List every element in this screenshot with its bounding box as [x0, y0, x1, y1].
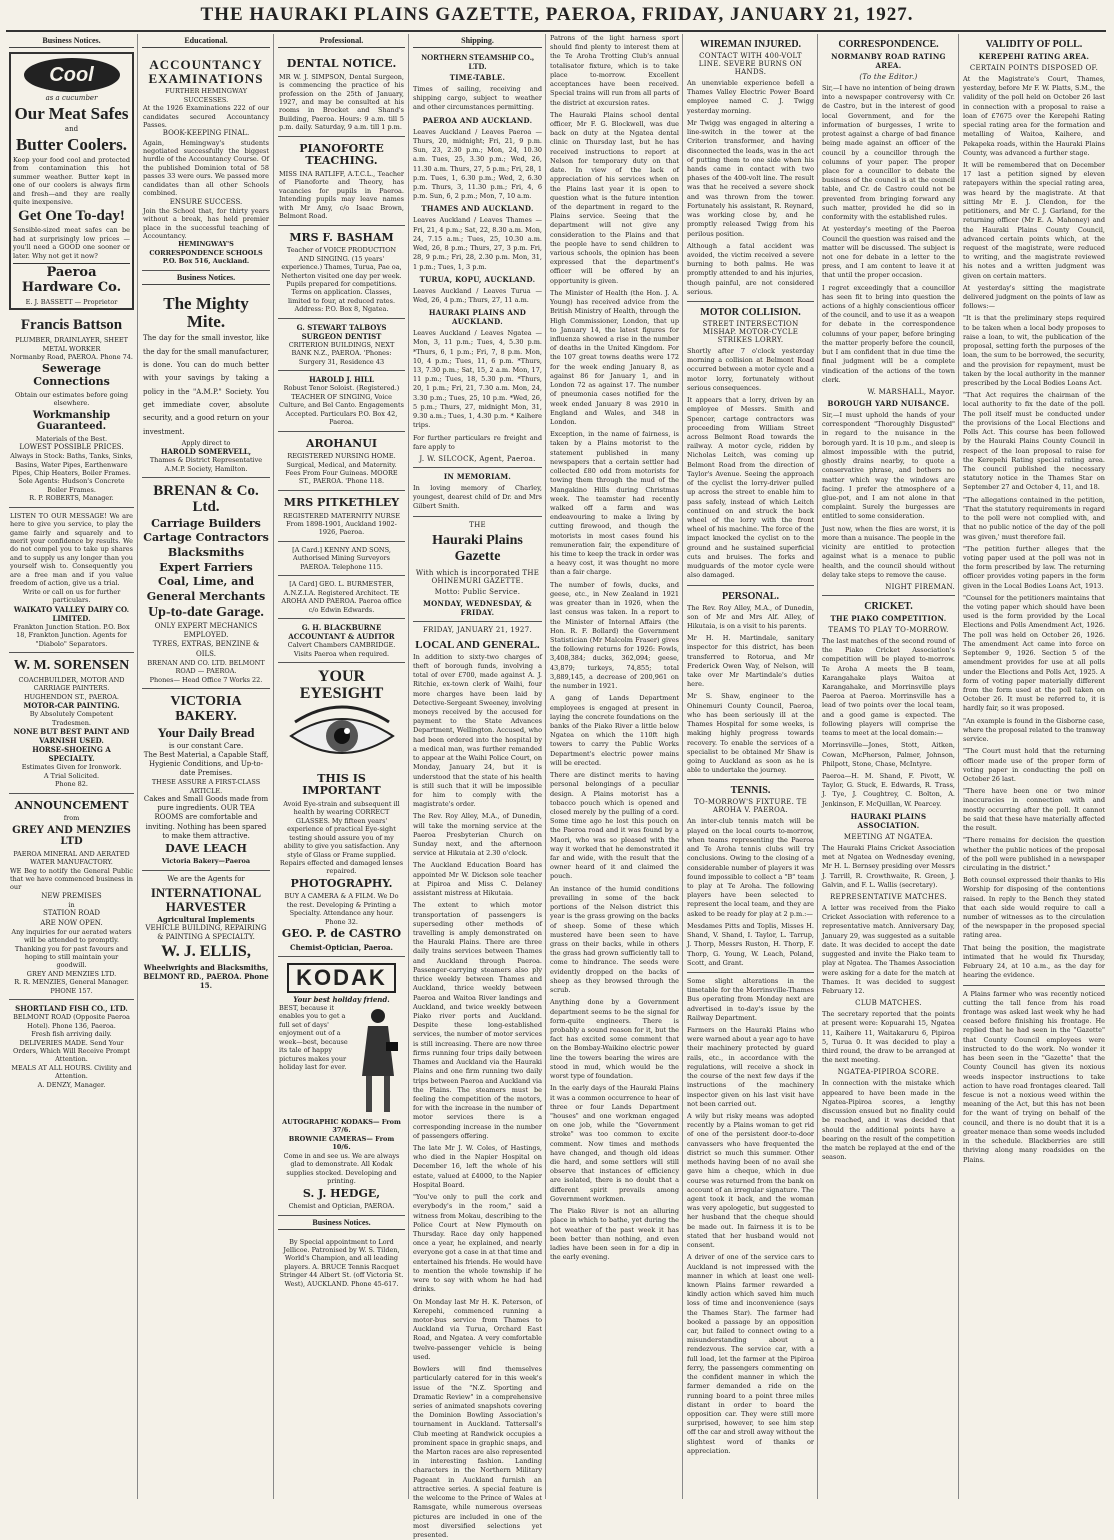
- lowest-prices: LOWEST POSSIBLE PRICES.: [19, 442, 124, 451]
- roberts-manager: R. P. ROBERTS, Manager.: [29, 494, 114, 503]
- local-para: "You've only to pull the cork and everybody's in the room," said a witness from Mokau, describing to the Police Court at New Plymouth on Thursday. Race day only happened once a year, he explained, and nearly everyone got a case in at that time and entertained his friends. He would have to mention the whole township if he were to say with whom he had had drinks.: [413, 1193, 542, 1294]
- photography-text: BUY A CAMERA & A FILM. We Do the rest. Developing & Printing a Specialty. Attendance any hour. Phone 32.: [284, 892, 399, 926]
- kodak-text: BEST, because it enables you to get a full set of days' enjoyment out of a week—best, because its tale of happy pictures makes your holiday last for ever.: [279, 1004, 348, 1072]
- holiday-friend: Your best holiday friend.: [293, 994, 390, 1004]
- and-text: and: [64, 124, 79, 133]
- hill-text: Robust Tenor Soloist. (Registered.) TEACHER OF SINGING, Voice Culture, and Bel Canto. Engagements Accepted. Particulars P.O. Box 42, Paeroa.: [279, 384, 404, 427]
- daily-bread: Your Daily Bread: [157, 725, 255, 741]
- cricket-para: Paeroa—H. M. Shand, F. Pivott, W. Taylor, G. Stuck, E. Edwards, R. Trass, J. Tye, J. Coughtrey, C. Bolton, A. Jenkinson, F. McQuillan, W. Pearcey.: [822, 772, 955, 808]
- club-matches: CLUB MATCHES.: [855, 999, 922, 1008]
- waikato-name: WAIKATO VALLEY DAIRY CO. LIMITED.: [13, 604, 130, 623]
- kerepehi-heading: KEREPEHI RATING AREA.: [978, 52, 1090, 61]
- sorensen-text: COACHBUILDER, MOTOR AND CARRIAGE PAINTERS. HUGHENDON ST., PAEROA.: [18, 675, 125, 701]
- motto: Motto: Public Service.: [434, 587, 521, 596]
- turua-kopu: TURUA, KOPU, AUCKLAND.: [419, 274, 536, 284]
- sewerage-heading: Sewerage Connections: [33, 362, 110, 389]
- pitkethley-ad: [278, 491, 405, 542]
- burmester-text: [A Card] GEO. L. BURMESTER, A.N.Z.I.A. Registered Architect. TE AROHA AND PAEROA. Paeroa office c/o Edwin Edwards.: [281, 580, 402, 614]
- local-para: On Monday last Mr H. K. Peterson, of Kerepehi, commenced running a motor-bus service from Thames to Auckland via Turua, Orchard East Road, and Ngatea. A very comfortable twelve-passenger vehicle is being used.: [413, 1297, 542, 1361]
- news-para: Patrons of the light harness sport should find plenty to interest them at the Te Aroha Trotting Club's annual totalisator fixture, which is to take place to-morrow. Excellent acceptances have been received. Special trains will run from all parts of the district at excursion rates.: [550, 34, 679, 107]
- battson-trades: PLUMBER, DRAINLAYER, SHEET METAL WORKER: [15, 336, 128, 353]
- blackburne-ad: [278, 619, 405, 663]
- fescue-para: A Plains farmer who was recently noticed cutting the tall fence from his road frontage was asked last week why he had ceased before finishing his frontage. He replied that he had seen in the "Gazette" that County Council employees were instructed to do the work. No wonder it has been seen in the "Gazette" that the County Council has given its noxious weeds inspector instructions to take action to have road frontages cleared. Tall fescue is not a noxious weed within the meaning of the Act, but this has not been for the want of trying on behalf of the council, and there is no doubt that it is a greater menace than some weeds included in the schedule. Blackberries are still thriving along many roadsides on the Plains.: [963, 989, 1105, 1164]
- international-harvester: INTERNATIONAL HARVESTER: [150, 884, 262, 914]
- grey-menzies-ltd: GREY AND MENZIES LTD.: [26, 969, 117, 978]
- bookkeeping-final: BOOK-KEEPING FINAL.: [162, 129, 250, 138]
- column-heading: Professional.: [278, 34, 405, 48]
- divider: [413, 621, 542, 622]
- column-heading: Shipping.: [413, 34, 542, 48]
- local-para: Bowlers will find themselves particularly catered for in this week's issue of the "N.Z. Sporting and Dramatic Review" in a comprehensive series of animated snapshots covering the Dominion Bowling Association's tournament in Auckland. Tattersall's Club meeting at Randwick occupies a prominent space in graphic snaps, and the Marton races are also represented in interesting fashion. Landing characters in the Northern Military Pageant in Auckland furnish an attractive series. A special feature is the welcome to the Prince of Wales at Ramsgate, while numerous overseas pictures are included in one of the most diversified selections yet presented.: [413, 1365, 542, 1539]
- blackburne-text: Calvert Chambers CAMBRIDGE. Visits Paeroa when required.: [287, 641, 396, 658]
- arohanui-text: REGISTERED NURSING HOME. Surgical, Medical, and Maternity. Fees From Four Guineas. MOORE ST., PAEROA. 'Phone 118.: [285, 452, 398, 486]
- get-one-heading: Get One To-day!: [18, 207, 125, 224]
- sole-agents: Sole Agents: Hudson's Concrete Boiler Frames.: [18, 477, 125, 494]
- burmester-card: [278, 576, 405, 619]
- piano-text: MISS INA RATLIFF, A.T.C.L., Teacher of Pianoforte and Theory, has vacancies for pupils in Paeroa. Intending pupils may leave names with Mr Amy, c/o Isaac Brown, Belmont Road.: [279, 169, 404, 221]
- tradesmen: By Absolutely Competent Tradesmen.: [29, 710, 114, 727]
- tennis-sub: TO-MORROW'S FIXTURE. TE AROHA V. PAEROA.: [693, 798, 808, 815]
- timetable-text: Times of sailing, receiving and shipping cargo, subject to weather and other circumstances permitting.: [413, 85, 542, 112]
- phone-82: Phone 82.: [55, 780, 88, 789]
- hemingway-body2: Again, Hemingway's students negotiated successfully the biggest hurdle of the Accountancy Course. Of the published Dominion total of 58 passes 33 were ours. We passed more candidates than all other Schools combined.: [143, 138, 269, 198]
- publication-days: MONDAY, WEDNESDAY, & FRIDAY.: [423, 598, 532, 617]
- bakery-ad: [142, 689, 270, 871]
- association-para: In connection with the mistake which appeared to have been made in the Ngatea-Pipiroa scores, a lengthy discussion ensued but no finality could be reached, and it was decided that should the additional points have a bearing on the result of the competition the match be replayed at the end of the season.: [822, 1079, 955, 1162]
- dental-ad: [278, 52, 405, 137]
- divider: [413, 516, 542, 517]
- validity-para: It will be remembered that on December 17 last a petition signed by eleven ratepayers within the special rating area, was heard by the magistrate. At that sitting Mr E. J. Clendon, for the petitioners, and Mr C. J. Garland, for the returning officer (Mr E. A. Mahoney) and the Hauraki Plains County Council, advanced certain points which, at the request of the magistrate, were reduced to writing, and the magistrate reviewed his notes and a written judgment was given on certain matters.: [963, 160, 1105, 280]
- apply-direct: Apply direct to: [181, 438, 231, 447]
- basham-text: Teacher of VOICE PRODUCTION AND SINGING. (15 years' experience.) Thames, Turua, Pae oa, Netherton visited one day per week. Pupils prepared for competitions. Terms on application. Classes, limited to four, at reduced rates. Address: P.O. Box 8, Ngatea.: [281, 246, 402, 314]
- eye-icon: [287, 708, 397, 764]
- news-para: A gang of Lands Department employees is engaged at present in laying the concrete foundations on the banks of the Piako River a little below Ngatea on which the 110ft high towers to carry the Public Works Department's electric power mains will be erected.: [550, 694, 679, 767]
- brenan-address: BRENAN AND CO. LTD. BELMONT ROAD — PAEROA.: [147, 658, 265, 676]
- safes-body: Sensible-sized meat safes can be had at surprisingly low prices —you'll need a GOOD one sooner or later. Why not get it now?: [13, 226, 130, 260]
- basham-ad: [278, 226, 405, 319]
- butter-coolers-heading: Butter Coolers.: [15, 135, 128, 155]
- estimates: Estimates Given for Ironwork.: [21, 763, 122, 772]
- kenny-card: [278, 542, 405, 576]
- wireman-para: An unenviable experience befell a Thames Valley Electric Power Board employee named C. J. Twigg yesterday morning.: [687, 79, 814, 115]
- farmers-para: Farmers on the Hauraki Plains who were warned about a year ago to have their machinery protected by guard rails, etc., in accordance with the regulations, will receive a shock in the course of the next few days if the instructions of the machinery inspector given on his last visit have not been carried out.: [687, 1026, 814, 1108]
- kodak-ad: [278, 957, 405, 1216]
- motor-car-painting: MOTOR-CAR PAINTING.: [23, 701, 120, 710]
- amp-representative: Thames & District Representative A.M.P. Society, Hamilton.: [149, 456, 263, 473]
- waikato-address: Frankton Junction Station. P.O. Box 18, Frankton Junction. Agents for "Diabolo" Separators.: [13, 622, 130, 648]
- motor-collision-sub: STREET INTERSECTION MISHAP. MOTOR-CYCLE STRIKES LORRY.: [702, 320, 799, 345]
- business-heading: Business Notices.: [278, 1216, 405, 1230]
- validity-para: "The Court must hold that the returning officer made use of the proper form of voting paper in conducting the poll on October 26 last.: [963, 747, 1105, 783]
- come-in: Come in and see us. We are always glad to demonstrate. All Kodak supplies stocked. Developing and printing.: [283, 1151, 400, 1186]
- autographic-kodaks: AUTOGRAPHIC KODAKS— From 37/6.: [282, 1118, 401, 1135]
- validity-para: "There have been one or two minor inaccuracies in connection with and mostly occurring after the poll. It cannot be said that these have materially affected the result.: [963, 787, 1105, 833]
- schedule-thames: Leaves Auckland / Leaves Thames — Fri, 21, 4 p.m.; Sat, 22, 8.30 a.m. Mon, 24, 7.15 a.m.; Tues, 25, 10.30 a.m. Wed, 26, 8 p.m.; Thurs, 27, 3 p.m. Fri, 28, 9 p.m.; Fri, 28, 2.30 p.m. Mon, 31, 1 p.m.; Tues, 1, 3 p.m.: [413, 216, 542, 271]
- piako-competition: THE PIAKO COMPETITION.: [830, 613, 947, 623]
- personal-heading: PERSONAL.: [722, 590, 779, 602]
- borough-yard-heading: BOROUGH YARD NUISANCE.: [827, 399, 950, 408]
- ellis-ad: [142, 871, 270, 995]
- paeroa-auckland: PAEROA AND AUCKLAND.: [422, 115, 533, 125]
- hedge-sub: Chemist and Optician, PAEROA.: [288, 1202, 395, 1211]
- wireman-sub: CONTACT WITH 400-VOLT LINE. SEVERE BURNS ON HANDS.: [698, 52, 803, 76]
- meeting-ngatea: MEETING AT NGATEA.: [843, 832, 934, 841]
- silcock-agent: J. W. SILCOCK, Agent, Paeroa.: [419, 455, 536, 463]
- horse-shoeing: HORSE-SHOEING A SPECIALTY.: [32, 745, 111, 764]
- photography: PHOTOGRAPHY.: [290, 876, 393, 890]
- brenan-phones: Phones— Head Office 7 Works 22.: [149, 675, 263, 684]
- vehicle-building: VEHICLE BUILDING, REPAIRING & PAINTING A SPECIALTY.: [145, 924, 267, 942]
- hemingway-body1: At the 1926 Examinations 222 of our candidates secured Accountancy Passes.: [143, 104, 269, 130]
- hill-name: HAROLD J. HILL: [309, 375, 374, 385]
- validity-para: Both counsel expressed their thanks to His Worship for disposing of the contentions raised. In reply to the Bench they stated that each side would require to call a number of witnesses as to the circulation of the newspaper in the proposed special rating area.: [963, 876, 1105, 940]
- amp-ad: [142, 289, 270, 478]
- wireman-heading: WIREMAN INJURED.: [699, 39, 802, 50]
- schedule-paeroa: Leaves Auckland / Leaves Paeroa — Thurs, 20, midnight; Fri, 21, 9 p.m. Sun, 23, 2.30 p.m.; Mon, 24, 10.30 a.m. Tues, 25, 3.30 p.m.; Wed, 26, 11.30 a.m. Thurs, 27, 5 p.m.; Fri, 28, 1 p.m. Tues, 1, 6.30 p.m.; Wed, 2, 6.30 p.m. Thurs, 3, 11.30 p.m.; Fri, 4, 6 p.m. Sun, 6, 2 p.m.; Mon, 7, 10 a.m.: [413, 127, 542, 201]
- tennis-para: An inter-club tennis match will be played on the local courts to-morrow, when teams representing the Paeroa and Te Aroha tennis clubs will try conclusions. Owing to the closing of a considerable number of players it was found impossible to collect a "B" team to play at Te Aroha. The following players have been selected to represent the local team, and they are asked to be ready for play at 2 p.m.:—: [687, 817, 814, 918]
- carriage-builders: Carriage Builders: [151, 516, 261, 530]
- brenan-ad: [142, 478, 270, 689]
- trial: A Trial Solicited.: [43, 771, 100, 780]
- association-para: The Hauraki Plains Cricket Association met at Ngatea on Wednesday evening, Mr H. L. Bernsey presiding over Messrs J. Tarrill, R. Crowthwaite, R. Green, J. Galvin, and F. L. Wallis (secretary).: [822, 843, 955, 889]
- cricket-para: Morrinsville—Jones, Stott, Aitken, Cowan, McPherson, Palmer, Johnson, Philpott, Stone, Chase, McIntyre.: [822, 741, 955, 768]
- dental-notice: DENTAL NOTICE.: [286, 57, 397, 70]
- castro-name: GEO. P. de CASTRO: [281, 927, 402, 941]
- further-successes: FURTHER HEMINGWAY SUCCESSES.: [164, 87, 248, 104]
- workmanship-heading: Workmanship Guaranteed.: [32, 409, 111, 433]
- news-para: The Hauraki Plains school dental officer, Mr F. G. Blockwell, was due back on duty at the Ngatea dental clinic on Thursday last, but he has received instructions to report at Nelson for temporary duty on that date. In view of the lack of appreciation of his services when on the Plains last year it is open to question what is the future intention of the department in regard to the Plains service. Seeing that the department will not give any consideration to the Plains and that the people have to send children to various schools, the opinion has been expressed that the department's officer will be offered by an opportunity is given.: [550, 110, 679, 285]
- garage-heading: Up-to-date Garage.: [148, 604, 264, 620]
- first-class: THESE ASSURE A FIRST-CLASS ARTICLE.: [151, 778, 261, 795]
- hemingway-body3: Join the School that, for thirty years without a break, has held premier place in the successful teaching of Accountancy.: [143, 206, 269, 241]
- divider: [822, 595, 955, 596]
- news-para: There are distinct merits to having personal belongings of a peculiar design. A Plains motorist has a tobacco pouch which is opened and closed merely by the pulling of a cord. Some time ago he lost this pouch on the Paeroa road and it was found by a Maori, who was so pleased with the way it worked that he demonstrated it far and wide, with the result that the owner heard of it and claimed the pouch.: [550, 771, 679, 881]
- rail-para: Some slight alterations in the timetable for the Morrinsville-Thames Bus operating from Monday next are advertised in to-day's issue by the Railway Department.: [687, 976, 814, 1022]
- battson-address: Normanby Road, PAEROA. Phone 74.: [10, 352, 133, 361]
- we-beg: WE Beg to notify the General Public that we have commenced business in our: [10, 866, 133, 892]
- validity-para: That being the position, the magistrate intimated that he would fix Thursday, February 24, at 10 a.m., as the day for hearing the evidence.: [963, 943, 1105, 980]
- tyres-extras: TYRES, EXTRAS, BENZINE & OILS.: [152, 640, 260, 658]
- divider: [687, 779, 814, 780]
- divider: [687, 301, 814, 302]
- arohanui-name: AROHANUI: [306, 436, 377, 450]
- in-text: in: [68, 901, 75, 910]
- certain-points: CERTAIN POINTS DISPOSED OF.: [969, 64, 1099, 72]
- letter-para: I regret exceedingly that a councillor has seen fit to bring into question the actions of a highly conscientious officer of the council, and to use it as a weapon for debate in the correspondence columns of your paper, before bringing the matter properly before the council, but I am confident that in due time the final judgment will be a complete vindication of the actions of the town clerk.: [822, 283, 955, 384]
- news-para: In the early days of the Hauraki Plains it was a common occurrence to hear of three or four Lands Department "houses" and one workman engaged on one job, while the "Government stroke" was too common to excite comment. Now times and methods have changed, and though old ideas die hard, and some settlers will still observe that instances of efficiency are isolated, there is no doubt that a different spirit prevails among Government workmen.: [550, 1084, 679, 1203]
- news-para: Exception, in the name of fairness, is taken by a Plains motorist to the statement published in many newspapers that a certain settler had collected £80 odd from motorists for towing them through the mud of the Mangakino Hills during Christmas week. The teamster had recently walked off a farm and was endeavouring to make a living by cutting firewood, and though the motorists in most cases found his remuneration fair, the expenditure of his time to keep the track in order was a heavy cost, it was thought no more than a fair charge.: [550, 430, 679, 577]
- hemingway-ad: [142, 52, 270, 271]
- local-para: In addition to sixty-two charges of theft of borough funds, involving a total of over £700, made against A. J. Ritchie, ex-town clerk of Waihi, four more charges have been laid by Detective-Sergeant Sweeney, involving moneys received by the accused for payment to the State Advances Department, Wellington. Accused, who had been ordered into the hospital by a medical man, was further remanded to appear at the Waihi Police Court, on Monday, January 24, but it is understood that the state of his health is still such that it will be impossible for him to comply with the magistrate's order.: [413, 652, 542, 809]
- woman-figure-icon: [354, 1006, 402, 1116]
- cakes-text: Cakes and Small Goods made from pure ingredients. OUR TEA ROOMS are comfortable and inviting. Nothing has been spared to make them attractive.: [143, 795, 269, 840]
- validity-para: "There remains for decision the question whether the public notices of the proposal of the poll were published in a newspaper circulating in the district.": [963, 836, 1105, 872]
- hardware-name: Paeroa Hardware Co.: [13, 263, 130, 296]
- mineral-water: PAEROA MINERAL AND AERATED WATER MANUFACTORY.: [13, 849, 130, 867]
- news-para: The Minister of Health (the Hon. J. A. Young) has received advice from the British Ministry of Health, through the High Commissioner, London, that up to January 14, the latest figures for influenza showed a rise in the number of deaths in the United Kingdom. For the 107 great towns deaths were 172 for the week ending January 8, as against 86 for January 1, and in London 72 as against 17. The number of pneumonia cases notified for the week ended January 8 was 2910 in England and Wales, and 348 in London.: [550, 288, 679, 426]
- grey-menzies-ad: [9, 794, 134, 1000]
- coal-lime: Coal, Lime, and: [157, 575, 255, 589]
- fish-address: BELMONT ROAD (Opposite Paeroa Hotel). Phone 136, Paeroa.: [13, 1013, 130, 1030]
- meat-safes-heading: Our Meat Safes: [14, 104, 129, 124]
- sewerage-text: Obtain our estimates before going elsewhere.: [14, 390, 129, 408]
- column-correspondence: [819, 34, 959, 1499]
- news-para: The Piako River is not an alluring place in which to bathe, yet during the hot weather of the past week it has been better than nothing, and even ladies have been seen in for a dip in the early evening.: [550, 1207, 679, 1262]
- local-para: The Rev. Roy Alley, M.A., of Dunedin, will take the morning service at the Paeroa Presbyterian Church on Sunday next, and the afternoon service at Hikutaia at 2.30 o'clock.: [413, 812, 542, 858]
- validity-para: At yesterday's sitting the magistrate delivered judgment on the points of law as follows:—: [963, 283, 1105, 311]
- bruce-text: By Special appointment to Lord Jellicoe. Patronised by W. S. Tilden, World's Champion, and all leading players. A. BRUCE Tennis Racquet Stringer 44 Albert St. (off Victoria St. West), AUCKLAND. Phone 45-617.: [279, 1237, 404, 1288]
- leach-sub: Victoria Bakery—Paeroa: [161, 857, 251, 866]
- agricultural-implements: Agricultural Implements: [157, 915, 255, 925]
- night-fireman-signature: NIGHT FIREMAN.: [885, 582, 955, 591]
- local-para: The Auckland Education Board has appointed Mr W. Dickson sole teacher at Pipiroa and Miss C. Delaney assistant mistress at Hikutaia.: [413, 861, 542, 898]
- battson-ad: [9, 312, 134, 507]
- blacksmiths: Blacksmiths: [167, 546, 245, 560]
- column-educational: [139, 34, 274, 1499]
- hauraki-auckland: HAURAKI PLAINS AND AUCKLAND.: [428, 308, 527, 327]
- agents-for: We are the Agents for: [167, 874, 245, 883]
- validity-para: At the Magistrate's Court, Thames, yesterday, before Mr F. W. Platts, S.M., the validity of the poll held on October 26 last in connection with a proposal to raise a loan of £7675 over the Kerepehi Rating special rating area for the formation and metalling of Waitoa, Kaihere, and Pekapeka roads, within the Hauraki Plains County, was advanced a further stage.: [963, 75, 1105, 157]
- arohanui-ad: [278, 432, 405, 491]
- memoriam-text: In loving memory of Charley, youngest, dearest child of Dr. and Mrs Gilbert Smith.: [413, 484, 542, 511]
- stock-list: Always in Stock: Baths, Tanks, Sinks, Basins, Water Pipes, Earthenware Pipes, Chip Heaters, Boiler Frames.: [10, 452, 133, 477]
- dave-leach: DAVE LEACH: [165, 841, 247, 855]
- ellis-name: W. J. ELLIS,: [161, 943, 251, 961]
- validity-para: "An example is found in the Gisborne case, where the proposal related to the tramway service.: [963, 716, 1105, 744]
- personal-para: Mr H. H. Martindale, sanitary inspector for this district, has been transferred to Rotorua, and Mr Frederick Owen Way, of Nelson, will take over Mr Martindale's duties here.: [687, 634, 814, 689]
- column-news-2: [684, 34, 818, 1499]
- ngatea-pipiroa: NGATEA-PIPIROA SCORE.: [837, 1068, 940, 1077]
- the-label: THE: [469, 520, 486, 529]
- coolers-body: Keep your food cool and protected from contamination this hot summer weather. Butter kept in one of our coolers is always firm and fresh—and they are really quite inexpensive.: [13, 155, 130, 207]
- talboys-ad: [278, 319, 405, 372]
- waikato-ad: [9, 508, 134, 653]
- validity-para: "That Act requires the chairman of the local authority to fix the date of the poll. The poll itself must be conducted under the provisions of the Local Elections and Polls Act. This course has been followed by the Hauraki Plains County Council in respect of the loan proposal to raise for the Kerepehi Rating special rating area. The council published the necessary statutory notice in the Thames Star on September 27 and October 4, 11, and 18.: [963, 391, 1105, 492]
- column-local-news: [547, 34, 683, 1499]
- bruce-ad: [278, 1234, 405, 1293]
- wireman-para: Mr Twigg was engaged in altering a line-switch in the tower at the Criterion transformer, and having disconnected the leads, was in the act of putting them to one side when his hands came in contact with two phases of the 400-volt line. The result was that he received a severe shock and was thrown from the tower. Fortunately his assistant, R. Reynard, was working close by, and he promptly released Twigg from his perilous position.: [687, 118, 814, 238]
- hauraki-association: HAURAKI PLAINS ASSOCIATION.: [850, 811, 927, 830]
- cricket-para: The last matches of the second round of the Piako Cricket Association's competition will be played to-morrow. Te Aroha A meets the B team, Karangahake plays Waitoa at Karangahake, and Morrinsville plays Paeroa at Paeroa. Morrinsville has a lead of two points over the local team, and a good game is expected. The following players will comprise the teams to meet at the local domain:—: [822, 636, 955, 738]
- meals: MEALS AT ALL HOURS. Civility and Attention.: [11, 1063, 132, 1081]
- further-particulars: For further particulars re freight and fare apply to: [413, 433, 542, 451]
- grey-menzies-name: GREY AND MENZIES LTD: [12, 824, 131, 848]
- column-professional: [275, 34, 409, 1499]
- local-para: The late Mr J. W. Coles, of Hastings, who died in the Napier Hospital on December 16, left the whole of his estate, valued at £4000, to the Napier Hospital Board.: [413, 1144, 542, 1189]
- personal-para: The Rev. Roy Alley, M.A., of Dunedin, son of Mr and Mrs Alf. Alley, of Hikutaia, is on a visit to his parents.: [687, 603, 814, 630]
- denzy-manager: A. DENZY, Manager.: [37, 1080, 106, 1089]
- news-para: An instance of the humid conditions prevailing in some of the back portions of the Nelson district this year is the grass growing on the backs of sheep. Some of these which mustered have been seen to have grass on their backs, while in others the grass had grown sufficiently tall to come to hindrance. The seeds were evidently dropped on the backs of sheep as they browsed through the scrub.: [550, 884, 679, 995]
- ellis-address: BELMONT RD., PAEROA. Phone 15.: [143, 972, 269, 991]
- talboys-text: CRITERION BUILDINGS, NEXT BANK N.Z., PAEROA. 'Phones: Surgery 31, Residence 43: [288, 340, 395, 366]
- gazette-nameplate: Hauraki Plains Gazette: [432, 532, 523, 564]
- masthead-rule: [6, 30, 1106, 32]
- thanking: Thanking you for past favours and hoping to still maintain your goodwill.: [14, 944, 129, 970]
- now-open: ARE NOW OPEN.: [40, 918, 103, 927]
- motor-para: Shortly after 7 o'clock yesterday morning a collision at Belmont Road occurred between a motor cycle and a motor lorry, fortunately without serious consequences.: [687, 347, 814, 392]
- this-is-important: THIS IS IMPORTANT: [302, 771, 381, 798]
- column-validity: [960, 34, 1108, 1499]
- proprietor: E. J. BASSETT — Proprietor: [25, 297, 118, 306]
- dental-text: MR W. J. SIMPSON, Dental Surgeon, is commencing the practice of his profession on the 25th of January, 1927, and may be consulted at his rooms in Brocket and Shand's Building, Paeroa. Hours: 9 a.m. till 5 p.m. daily. Saturday, 9 a.m. till 1 p.m.: [279, 72, 404, 132]
- validity-para: "The allegations contained in the petition, 'That the statutory requirements in regard to the poll were not complied with, and that no public notice of the day of the poll was given,' must therefore fail.: [963, 495, 1105, 541]
- write-text: Write or call on us for further particulars.: [22, 587, 121, 605]
- ensure-success: ENSURE SUCCESS.: [169, 197, 243, 206]
- kenny-text: [A Card.] KENNY AND SONS, Authorised Mining Surveyors PAEROA. Telephone 115.: [292, 545, 391, 571]
- validity-para: "Counsel for the petitioners maintains that the voting paper which should have been used is the form provided by the Local Elections and Polls Amendment Act, 1926. The poll was held on October 26, 1926. The amendment Act came into force on September 9, 1926. Section 5 of the amendment provides for use at all polls under the Elections and Polls Act, 1925. A form of voting paper materially different from the form used at the poll taken on October 26. It must be referred to, it is hardly fair, so it was proposed.: [963, 593, 1105, 713]
- pitkethley-name: MRS PITKETHLEY: [283, 495, 400, 509]
- menzies-manager: R. R. MENZIES, General Manager.: [14, 978, 129, 987]
- column-heading: Business Notices.: [9, 34, 134, 48]
- mighty-mite: The Mighty Mite.: [163, 293, 249, 331]
- divider: [687, 585, 814, 586]
- cool-logo: Cool: [24, 58, 120, 92]
- piano-ad: [278, 137, 405, 226]
- column-heading: Educational.: [142, 34, 270, 48]
- blackburne-name: G. H. BLACKBURNE ACCOUNTANT & AUDITOR: [288, 622, 395, 642]
- marshall-signature: W. MARSHALL, Mayor.: [867, 388, 955, 396]
- hill-ad: [278, 371, 405, 431]
- tennis-heading: TENNIS.: [730, 785, 771, 797]
- masthead: THE HAURAKI PLAINS GAZETTE, PAEROA, FRIDAY, JANUARY 21, 1927.: [200, 4, 914, 25]
- validity-heading: VALIDITY OF POLL.: [985, 39, 1083, 50]
- cool-tagline: as a cucumber: [45, 94, 98, 102]
- hemingway-schools: HEMINGWAY'S CORRESPONDENCE SCHOOLS P.O. Box 516, Auckland.: [149, 240, 263, 266]
- brownie-cameras: BROWNIE CAMERAS— From 10/6.: [288, 1134, 395, 1152]
- best-material: The Best Material, a Capable Staff, Hygienic Conditions, and Up-to-date Premises.: [143, 751, 269, 778]
- pitkethley-text: REGISTERED MATERNITY NURSE From 1898-1901, Auckland 1902-1926, Paeroa.: [282, 511, 401, 537]
- motor-para: It appears that a lorry, driven by an employee of Messrs. Smith and Spencer, cartage contractors was proceeding from William Street across Belmont Road towards the railway. A motor cycle, ridden by Nicholas Leitch, was coming up Belmont Road from the direction of Taylor's Avenue. Seeing the approach of the cyclist the lorry-driver pulled up across the street to enable him to pass safely, instead of which Leitch continued on and struck the back wheel of the lorry with the front wheel of his machine. The force of the impact knocked the cyclist on to the ground and he sustained superficial cuts and bruises. The forks and mudguards of the motor cycle were also damaged.: [687, 396, 814, 580]
- fresh-fish: Fresh fish arriving daily. DELIVERIES MADE. Send Your Orders, Which Will Receive Prompt Attention.: [13, 1030, 130, 1064]
- mite-body: The day for the small investor, like the day for the small manufacturer, is done. You can do much better with your savings by taking a policy in the "A.M.P." Society. You get immediate cover, absolute security, and a good return on your investment.: [143, 334, 269, 436]
- hedge-name: S. J. HEDGE,: [302, 1186, 381, 1200]
- business-heading: Business Notices.: [142, 271, 270, 285]
- pianoforte-teaching: PIANOFORTE TEACHING.: [299, 141, 384, 168]
- battson-name: Francis Battson: [20, 317, 123, 334]
- news-para: Anything done by a Government department seems to be the signal for form-quite engineers. There is probably a sound reason for it, but the fact has excited some comment that on the Bombay-Waikino electric power line the towers bearing the wires are stood in mud, which would be the worst type of foundation.: [550, 998, 679, 1081]
- letter-para: At yesterday's meeting of the Paeroa Council the question was raised and the matter will be discussed. The subject is not one for debate in a letter to the press, and I am content to leave it at that until the proper occasion.: [822, 225, 955, 280]
- column-shipping: [410, 34, 546, 1539]
- divider: [963, 985, 1105, 986]
- talboys-name: G. STEWART TALBOYS SURGEON DENTIST: [296, 322, 387, 341]
- phone-157: PHONE 157.: [50, 986, 93, 995]
- issue-date: FRIDAY, JANUARY 21, 1927.: [423, 625, 532, 634]
- association-para: A letter was received from the Piako Cricket Association with reference to a representative match. Anniversary Day, January 29, was suggested as a suitable date. It was decided to accept the date suggested and invite the Piako team to play at Ngatea. The Thames Association were asking for a date for the match at Thames. It was decided to suggest February 12.: [822, 903, 955, 995]
- schedule-hauraki: Leaves Auckland / Leaves Ngatea — Mon, 3, 11 p.m.; Tues, 4, 5.30 p.m. *Thurs, 6, 1 p.m.; Fri, 7, 8 p.m. Mon, 10, 4 p.m.; Tues, 11, 6 p.m. *Thurs, 13, 7.30 p.m.; Sat, 15, 2 a.m. Mon, 17, 11 p.m.; Tues, 18, 5.30 p.m. *Thurs, 20, 1 p.m.; Fri, 21, 7.30 a.m. Mon, 24, 3.30 p.m.; Tues, 25, 10 p.m. *Wed, 26, 5 p.m.; Thurs, 27, midnight Mon, 31, 9.30 a.m.; Tues, 1, 4.30 p.m. * Kaihere trips.: [413, 329, 542, 430]
- schedule-turua: Leaves Auckland / Leaves Turua — Wed, 26, 4 p.m.; Thurs, 27, 11 a.m.: [413, 286, 542, 304]
- sorensen-ad: [9, 653, 134, 794]
- kodak-logo: KODAK: [287, 963, 396, 993]
- brenan-name: BRENAN & Co. Ltd.: [153, 483, 259, 515]
- representative-matches: REPRESENTATIVE MATCHES.: [829, 892, 948, 901]
- thames-auckland: THAMES AND AUCKLAND.: [421, 204, 534, 214]
- incorporated: With which is incorporated THE OHINEMURI GAZETTE.: [415, 568, 540, 585]
- teams-tomorrow: TEAMS TO PLAY TO-MORROW.: [828, 625, 949, 634]
- expert-farriers: Expert Farriers: [159, 560, 253, 574]
- in-memoriam: IN MEMORIAM.: [443, 472, 512, 481]
- farmers-para: A driver of one of the service cars to Auckland is not impressed with the manner in which at least one well-known Plains farmer rewarded a kindly action which saved him much loss of time and inconvenience (says the Thames Star). The farmer had booked a passage by an opposition car, but failed to connect owing to a misunderstanding about a rendezvous. The service car, with a full load, let the farmer at the Pipiroa ferry, the passengers commenting on the confident manner in which the farmer demanded a ride on the running board to a point three miles distant in order to board the opposition car. They were still more surprised, however, to see him step off the car and stroll away without the slightest word of thanks or appreciation.: [687, 1253, 814, 1455]
- steamship-company: NORTHERN STEAMSHIP CO., LTD.: [421, 53, 534, 71]
- local-para: The extent to which motor transportation of passengers is superseding other methods of travelling is amply demonstrated on the Hauraki Plains. There are three daily trains services between Thames and Auckland through Paeroa. Passenger-carrying steamers also ply thrice weekly between Thames and Auckland, thrice weekly between Paeroa and Waitoa River landings and Auckland, and twice weekly between Piako river ports and Auckland. Despite these long-established services, the number of motor services is still increasing. There are now three firms running four trips daily between Thames and Auckland via the Hauraki Plains and one firm running two daily trips between Paeroa and Auckland via the Plains. The steamers must be feeling the competition of the motors, for with the increase in the number of motor services there is a corresponding increase in the number of passengers offering.: [413, 901, 542, 1140]
- motor-collision-heading: MOTOR COLLISION.: [700, 307, 801, 319]
- fish-name: SHORTLAND FISH CO., LTD.: [15, 1004, 128, 1014]
- eyesight-ad: [278, 663, 405, 957]
- new-premises: NEW PREMISES: [41, 891, 102, 900]
- divider: [413, 467, 542, 468]
- divider: [687, 972, 814, 973]
- somervell-name: HAROLD SOMERVELL,: [160, 447, 252, 457]
- tennis-para: Mesdames Pitts and Toplis, Misses H. Shand, V. Shand, I. Taylor, L. Tarrup, J. Thorp, Messrs Ruston, H. Thorp, F. Thorp, G. Young, W. Leach, Poland, Scott, and Grant.: [687, 921, 814, 967]
- letter-para: Just now, when the flies are worst, it is more than a nuisance. The people in the vicinity are entitled to protection against what is a menace to public health, and the council should without delay take steps to remove the cause.: [822, 524, 955, 579]
- farmers-para: A wily but risky means was adopted recently by a Plains woman to get rid of one of the persistent door-to-door canvassers who have frequented the district so much this summer. Other methods having been of no avail she gave him a cheque, which in due course was returned from the bank on account of an irregular signature. The agent took it back, and the woman was very apologetic, but suggested to her husband that the cheque should be made out. In fairness it is to be stated that her husband would not consent.: [687, 1112, 814, 1250]
- cartage-contractors: Cartage Contractors: [143, 531, 269, 545]
- eyesight-text: Avoid Eye-strain and subsequent ill health by wearing CORRECT GLASSES. My fifteen years' experience of practical Eye-sight testing should assure you of my ability to give you satisfaction. Any style of Glass or Frame supplied. Repairs effected and damaged lenses repaired.: [279, 799, 404, 876]
- news-para: The number of fowls, ducks, and geese, etc., in New Zealand in 1921 was greater than in 1926, when the last census was taken. In a report to the Minister of Internal Affairs (the Hon. R. F. Bollard) the Government Statistician (Mr Malcolm Fraser) gives the following returns for 1926: Fowls, 3,408,384; ducks, 362,094; geese, 43,879; turkeys, 74,855; total 3,889,145, a decrease of 200,961 on the number in 1921.: [550, 580, 679, 691]
- validity-para: "The petition further alleges that the voting paper used at the poll was not in the form prescribed by law. The returning officer provides voting papers in the form given in the Local Bodies Loans Act, 1913.: [963, 544, 1105, 590]
- cricket-heading: CRICKET.: [864, 600, 913, 612]
- local-general-heading: LOCAL AND GENERAL.: [415, 638, 540, 651]
- station-road: STATION ROAD: [43, 909, 100, 918]
- expert-mechanics: ONLY EXPERT MECHANICS EMPLOYED.: [154, 622, 258, 640]
- accountancy-heading: ACCOUNTANCY EXAMINATIONS: [148, 57, 264, 86]
- from-text: from: [63, 814, 80, 823]
- general-merchants: General Merchants: [146, 589, 266, 603]
- normanby-heading: NORMANBY ROAD RATING AREA.: [831, 52, 946, 70]
- column-business-notices: [6, 34, 138, 1499]
- inquiries: Any inquiries for our aerated waters will be attended to promptly.: [11, 927, 132, 945]
- best-paint: NONE BUT BEST PAINT AND VARNISH USED.: [13, 726, 130, 746]
- to-the-editor: (To the Editor.): [859, 73, 918, 81]
- announcement: ANNOUNCEMENT: [14, 798, 129, 812]
- correspondence-heading: CORRESPONDENCE.: [838, 39, 939, 50]
- hardware-ad: [9, 52, 134, 310]
- materials-text: Materials of the Best.: [35, 434, 108, 443]
- sorensen-name: W. M. SORENSEN: [13, 658, 130, 673]
- listen-message: LISTEN TO OUR MESSAGE! We are here to give you service, to play the game fairly and squarely and to merit your confidence by results. We do not compel you to take up shares and to supply us any longer than you yourself wish to. Consequently you are a free man and if you value freedom of action, give us a trial.: [10, 511, 133, 588]
- letter-para: Sir,—I have no intention of being drawn into a newspaper controversy with Cr. de Castro, but in the interest of good local Government, and for the information of burgesses, I write to protest against a charge of bad finance being made against an officer of the council by a councillor through the columns of your paper. The proper place for a councillor to debate the business of the council is at the council table, and Cr. de Castro could not be prevented from bringing forward any such matter, provided he did so in conformity with the established rules.: [822, 84, 955, 222]
- wheelwrights: Wheelwrights and Blacksmiths,: [143, 963, 269, 973]
- your-eyesight: YOUR EYESIGHT: [299, 668, 384, 702]
- castro-sub: Chemist-Optician, Paeroa.: [290, 942, 393, 952]
- personal-para: Mr S. Shaw, engineer to the Ohinemuri County Council, Paeroa, who has been seriously ill at the Thames Hospital for some weeks, is making highly progress towards recovery. To enable the services of a specialist to be obtained Mr Shaw is going to Auckland as soon as he is able to undertake the journey.: [687, 692, 814, 775]
- constant-care: is our constant Care.: [168, 741, 244, 750]
- association-para: The secretary reported that the points at present were: Kopuarahi 15, Ngatea 11, Kaihere 11, Waitakaruru 6, Pipiroa 5, Turua 0. It was decided to play a third round, the draw to be arranged at the next meeting.: [822, 1010, 955, 1065]
- wireman-para: Although a fatal accident was avoided, the victim received a severe burning to both palms. He was promptly attended to and his injuries, though painful, are not considered serious.: [687, 241, 814, 296]
- validity-para: "It is that the preliminary steps required to be taken when a local body proposes to raise a loan, to wit, the publication of the proposal, setting forth the purposes of the loan, the sum to be borrowed, the security, and the provision for repayment, must be taken by the local authority in the manner prescribed by the Local Bodies Loans Act.: [963, 314, 1105, 387]
- fish-ad: [9, 1000, 134, 1093]
- timetable-heading: TIME-TABLE.: [449, 73, 506, 82]
- letter-para: Sir,—I must uphold the hands of your correspondent "Thoroughly Disgusted" in regard to the nuisance in the borough yard. It is 10 p.m., and sleep is almost impossible with the putrid, ghostly drains nearby, to quote a conservative phrase, and bothers no matter which way the windows are facing. I prefer the atmosphere of a glue-pot, and I am not alone in that complaint. Surely the burgesses are entitled to some consideration.: [822, 411, 955, 521]
- basham-name: MRS F. BASHAM: [289, 230, 394, 244]
- victoria-bakery: VICTORIA BAKERY.: [170, 693, 242, 724]
